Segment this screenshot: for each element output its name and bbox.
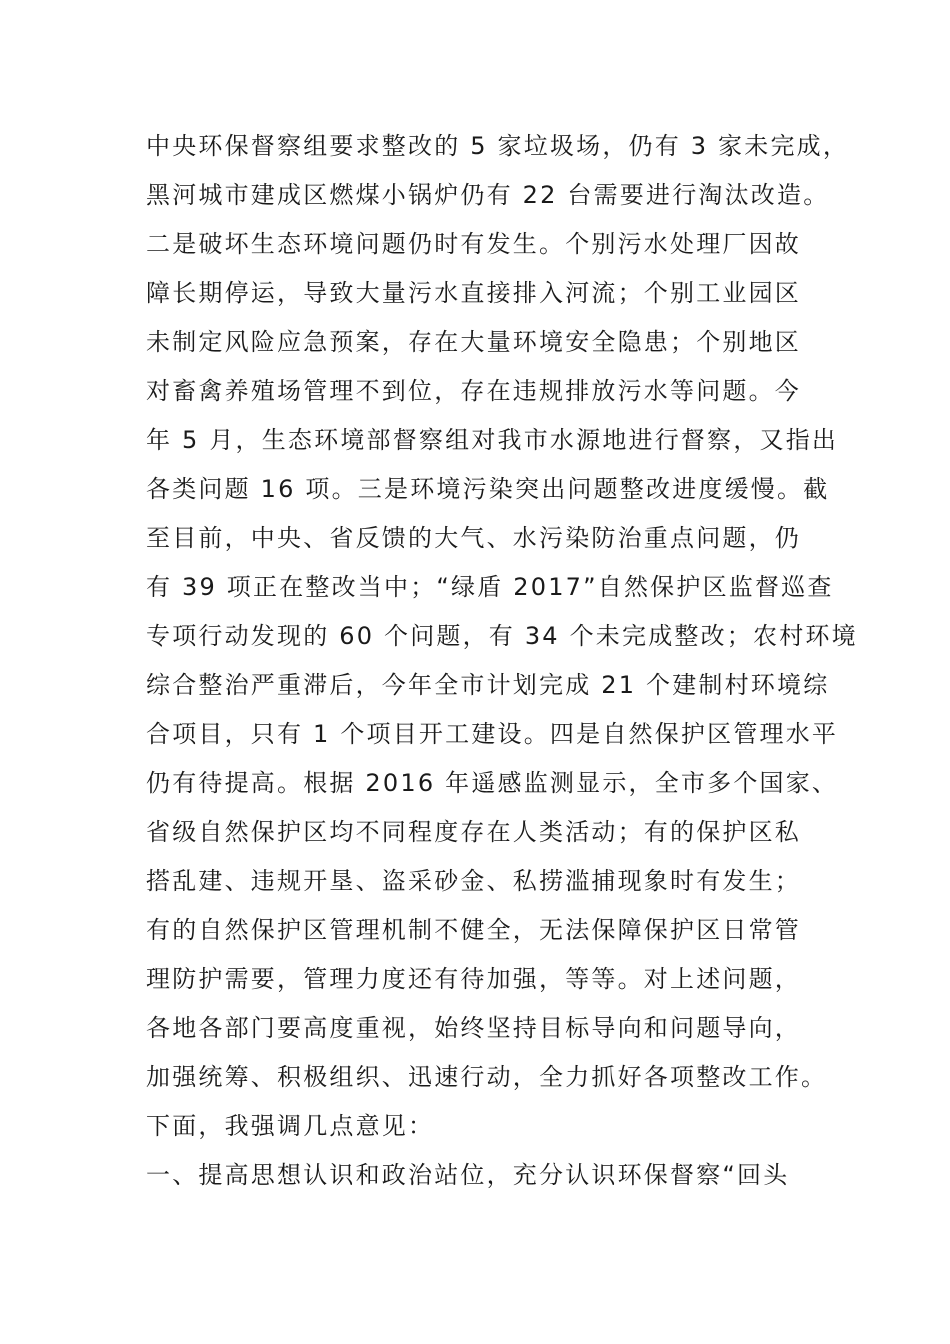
section-heading: 一、提高思想认识和政治站位，充分认识环保督察“回头 bbox=[146, 1161, 790, 1189]
text-line: 中央环保督察组要求整改的 5 家垃圾场，仍有 3 家未完成， bbox=[146, 132, 850, 160]
text-line: 有 39 项正在整改当中；“绿盾 2017”自然保护区监督巡查 bbox=[146, 573, 834, 601]
text-line: 搭乱建、违规开垦、盗采砂金、私捞滥捕现象时有发生； bbox=[146, 867, 801, 895]
text-line: 省级自然保护区均不同程度存在人类活动；有的保护区私 bbox=[146, 818, 801, 846]
text-line: 合项目，只有 1 个项目开工建设。四是自然保护区管理水平 bbox=[146, 720, 839, 748]
text-line: 各类问题 16 项。三是环境污染突出问题整改进度缓慢。截 bbox=[146, 475, 830, 503]
text-line: 至目前，中央、省反馈的大气、水污染防治重点问题，仍 bbox=[146, 524, 801, 552]
text-line: 仍有待提高。根据 2016 年遥感监测显示，全市多个国家、 bbox=[146, 769, 839, 797]
text-line: 对畜禽养殖场管理不到位，存在违规排放污水等问题。今 bbox=[146, 377, 801, 405]
text-line: 黑河城市建成区燃煤小锅炉仍有 22 台需要进行淘汰改造。 bbox=[146, 181, 830, 209]
text-line: 年 5 月，生态环境部督察组对我市水源地进行督察，又指出 bbox=[146, 426, 839, 454]
text-line: 专项行动发现的 60 个问题，有 34 个未完成整改；农村环境 bbox=[146, 622, 858, 650]
text-line: 综合整治严重滞后，今年全市计划完成 21 个建制村环境综 bbox=[146, 671, 830, 699]
text-line: 加强统筹、积极组织、迅速行动，全力抓好各项整改工作。 bbox=[146, 1063, 828, 1091]
text-line: 二是破坏生态环境问题仍时有发生。个别污水处理厂因故 bbox=[146, 230, 801, 258]
text-line: 理防护需要，管理力度还有待加强，等等。对上述问题， bbox=[146, 965, 801, 993]
text-line: 各地各部门要高度重视，始终坚持目标导向和问题导向， bbox=[146, 1014, 801, 1042]
body-text bbox=[146, 122, 858, 1200]
text-line: 下面，我强调几点意见： bbox=[146, 1112, 435, 1140]
text-line: 未制定风险应急预案，存在大量环境安全隐患；个别地区 bbox=[146, 328, 801, 356]
text-line: 有的自然保护区管理机制不健全，无法保障保护区日常管 bbox=[146, 916, 801, 944]
text-line: 障长期停运，导致大量污水直接排入河流；个别工业园区 bbox=[146, 279, 801, 307]
